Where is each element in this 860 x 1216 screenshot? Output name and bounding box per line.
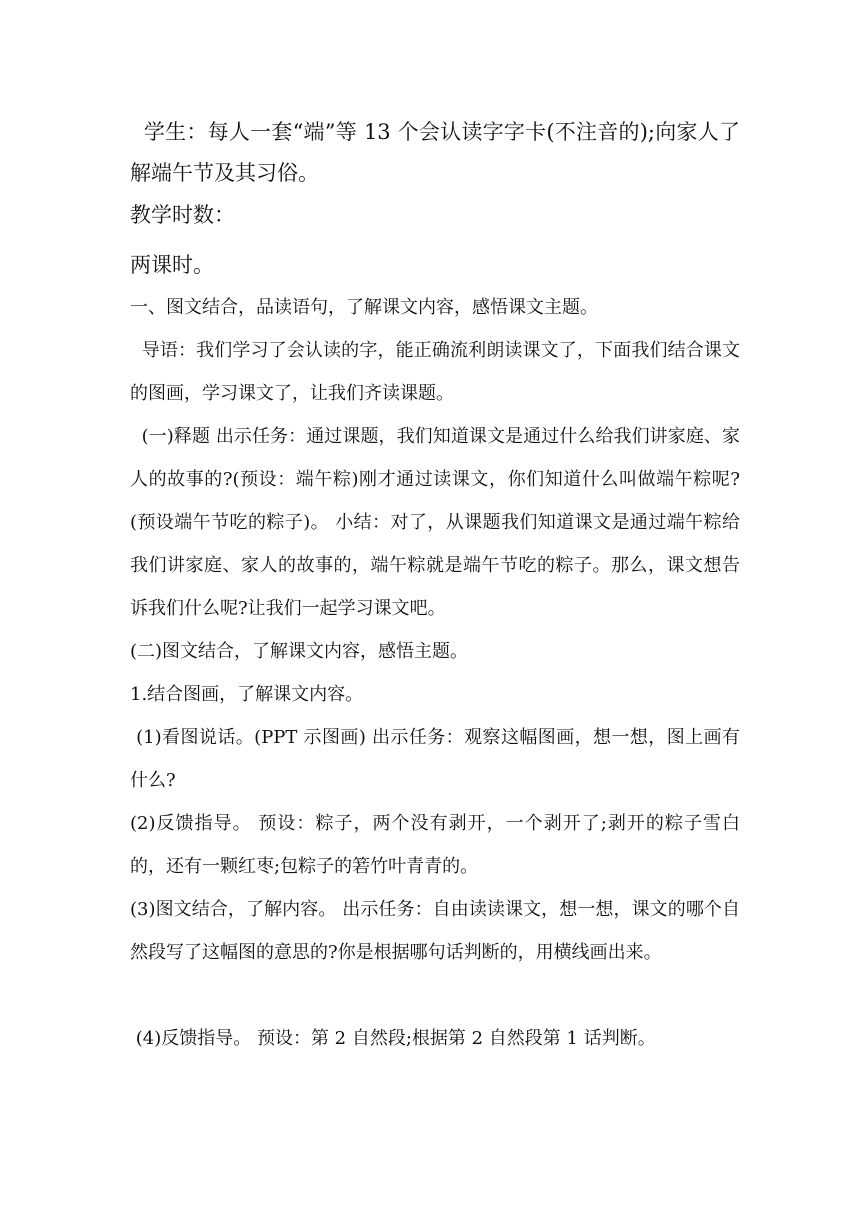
paragraph-image-text: (3)图文结合，了解内容。 出示任务：自由读读课文，想一想，课文的哪个自然段写了这幅图的意思的?你是根据哪句话判断的，用横线画出来。 <box>130 899 740 963</box>
paragraph-feedback-2: (2)反馈指导。 预设：粽子，两个没有剥开，一个剥开了;剥开的粽子雪白的，还有一颗红枣;包粽子的箬竹叶青青的。 <box>130 813 740 877</box>
paragraph-subsection-heading: (二)图文结合，了解课文内容，感悟主题。 <box>130 641 469 662</box>
paragraph-title-explanation: (一)释题 出示任务：通过课题，我们知道课文是通过什么给我们讲家庭、家人的故事的?(预设：端午粽)刚才通过读课文，你们知道什么叫做端午粽呢?(预设端午节吃的粽子)。 小结：对了，从课题我们知道课文是通过端午粽给我们讲家庭、家人的故事的，端午粽就是端午节吃的粽子。那么，课文想告诉我们什么呢?让我们一起学习课文吧。 <box>130 426 740 619</box>
paragraph-step-1: 1.结合图画，了解课文内容。 <box>130 684 364 705</box>
paragraph-hours-value: 两课时。 <box>130 253 214 277</box>
paragraph-section-heading: 一、图文结合，品读语句，了解课文内容，感悟课文主题。 <box>130 297 598 318</box>
paragraph-feedback-4: (4)反馈指导。 预设：第 2 自然段;根据第 2 自然段第 1 话判断。 <box>130 1028 656 1049</box>
paragraph-look-and-talk: (1)看图说话。(PPT 示图画) 出示任务：观察这幅图画，想一想，图上画有什么? <box>130 727 740 791</box>
paragraph-materials: 学生：每人一套“端”等 13 个会认读字字卡(不注音的);向家人了解端午节及其习俗。 <box>130 120 740 185</box>
paragraph-hours-heading: 教学时数： <box>130 203 235 227</box>
paragraph-intro: 导语：我们学习了会认读的字，能正确流利朗读课文了，下面我们结合课文的图画，学习课文了，让我们齐读课题。 <box>130 340 740 404</box>
